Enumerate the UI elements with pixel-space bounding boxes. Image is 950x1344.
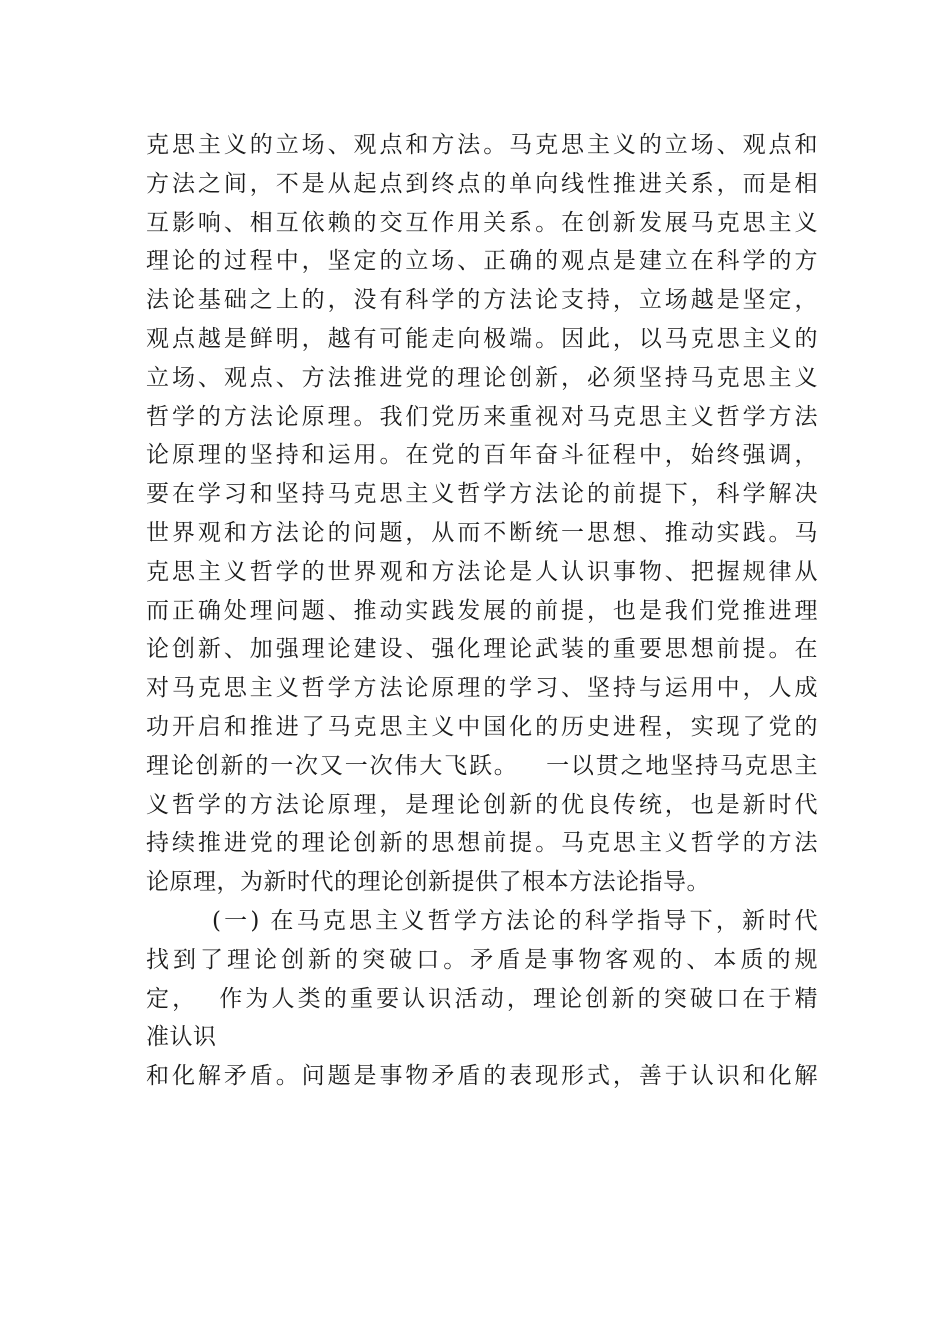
text-line: 和化解矛盾。问题是事物矛盾的表现形式，善于认识和化解 [146, 1063, 818, 1090]
text-line: 找到了理论创新的突破口。矛盾是事物客观的、本质的规 [146, 946, 818, 973]
text-line: 功开启和推进了马克思主义中国化的历史进程，实现了党的 [146, 713, 818, 740]
text-line: 立场、观点、方法推进党的理论创新，必须坚持马克思主义 [146, 364, 818, 391]
text-line: 持续推进党的理论创新的思想前提。马克思主义哲学的方法 [146, 830, 818, 857]
text-line: 理论的过程中，坚定的立场、正确的观点是建立在科学的方 [146, 248, 818, 275]
text-line: 世界观和方法论的问题，从而不断统一思想、推动实践。马 [146, 519, 818, 546]
text-line: 定， 作为人类的重要认识活动，理论创新的突破口在于精 [146, 985, 818, 1012]
text-line: 方法之间，不是从起点到终点的单向线性推进关系，而是相 [146, 170, 818, 197]
text-line: 而正确处理问题、推动实践发展的前提，也是我们党推进理 [146, 597, 818, 624]
text-line: 哲学的方法论原理。我们党历来重视对马克思主义哲学方法 [146, 403, 818, 430]
text-line: 准认识 [146, 1024, 217, 1051]
text-line: 要在学习和坚持马克思主义哲学方法论的前提下，科学解决 [146, 481, 818, 508]
text-line: 互影响、相互依赖的交互作用关系。在创新发展马克思主义 [146, 209, 818, 236]
section-heading-line: (一) 在马克思主义哲学方法论的科学指导下，新时代 [212, 907, 818, 934]
text-line: 观点越是鲜明，越有可能走向极端。因此，以马克思主义的 [146, 325, 818, 352]
body-text [146, 126, 818, 1096]
text-line: 法论基础之上的，没有科学的方法论支持，立场越是坚定， [146, 287, 818, 314]
text-line: 克思主义哲学的世界观和方法论是人认识事物、把握规律从 [146, 558, 818, 585]
text-line: 论原理，为新时代的理论创新提供了根本方法论指导。 [146, 869, 710, 896]
text-line: 对马克思主义哲学方法论原理的学习、坚持与运用中，人成 [146, 675, 818, 702]
text-line: 论原理的坚持和运用。在党的百年奋斗征程中，始终强调， [146, 442, 818, 469]
text-line: 克思主义的立场、观点和方法。马克思主义的立场、观点和 [146, 132, 818, 158]
text-line: 论创新、加强理论建设、强化理论武装的重要思想前提。在 [146, 636, 818, 663]
text-line: 义哲学的方法论原理，是理论创新的优良传统，也是新时代 [146, 791, 818, 818]
text-line: 理论创新的一次又一次伟大飞跃。 一以贯之地坚持马克思主 [146, 752, 818, 779]
